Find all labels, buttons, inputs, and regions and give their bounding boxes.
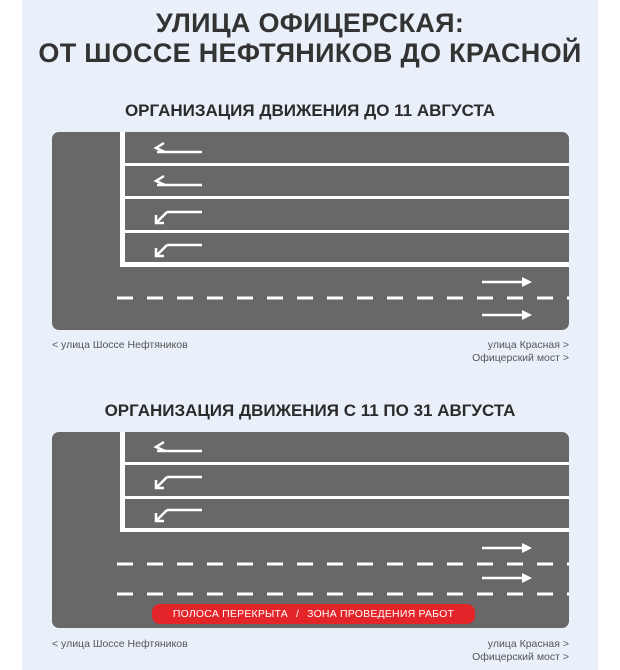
right-arrow-icon: [482, 543, 532, 553]
before-road-markings: [52, 132, 569, 330]
after-road: [52, 432, 569, 628]
after-heading: ОРГАНИЗАЦИЯ ДВИЖЕНИЯ С 11 ПО 31 АВГУСТА: [104, 401, 516, 420]
right-arrow-icon: [482, 310, 532, 320]
closed-lane-banner: [152, 604, 475, 624]
straight-arrow-icon: [156, 143, 202, 152]
left-turn-arrow-icon: [156, 245, 202, 256]
before-left-caption: < улица Шоссе Нефтяников: [52, 339, 188, 351]
before-right-caption-line2: Офицерский мост >: [472, 352, 569, 364]
after-right-caption-line1: улица Красная >: [487, 638, 569, 650]
turn-lanes-boundary: [120, 528, 569, 532]
before-heading: ОРГАНИЗАЦИЯ ДВИЖЕНИЯ ДО 11 АВГУСТА: [124, 101, 496, 120]
left-turn-arrow-icon: [156, 212, 202, 223]
page-subtitle: ОТ ШОССЕ НЕФТЯНИКОВ ДО КРАСНОЙ: [38, 38, 582, 68]
lane-line: [125, 163, 569, 166]
turn-lanes-boundary: [120, 262, 569, 267]
banner-works-label: ЗОНА ПРОВЕДЕНИЯ РАБОТ: [307, 608, 455, 620]
lane-line: [125, 230, 569, 233]
right-arrow-icon: [482, 573, 532, 583]
left-turn-arrow-icon: [156, 510, 202, 521]
lane-line: [125, 462, 569, 465]
after-right-caption-line2: Офицерский мост >: [472, 651, 569, 663]
before-right-caption-line1: улица Красная >: [487, 339, 569, 351]
banner-separator: /: [296, 608, 300, 620]
straight-arrow-icon: [156, 176, 202, 185]
before-right-caption: [369, 339, 569, 365]
banner-closed-label: ПОЛОСА ПЕРЕКРЫТА: [172, 608, 289, 620]
stop-line: [120, 432, 125, 532]
lane-line: [125, 196, 569, 199]
lane-line: [125, 496, 569, 499]
right-arrow-icon: [482, 277, 532, 287]
after-left-caption: < улица Шоссе Нефтяников: [52, 638, 188, 650]
page-title: УЛИЦА ОФИЦЕРСКАЯ:: [155, 8, 465, 38]
stop-line: [120, 132, 125, 267]
after-road-markings: [52, 432, 569, 628]
straight-arrow-icon: [156, 442, 202, 451]
before-road: [52, 132, 569, 330]
left-turn-arrow-icon: [156, 477, 202, 488]
after-right-caption: [369, 638, 569, 664]
